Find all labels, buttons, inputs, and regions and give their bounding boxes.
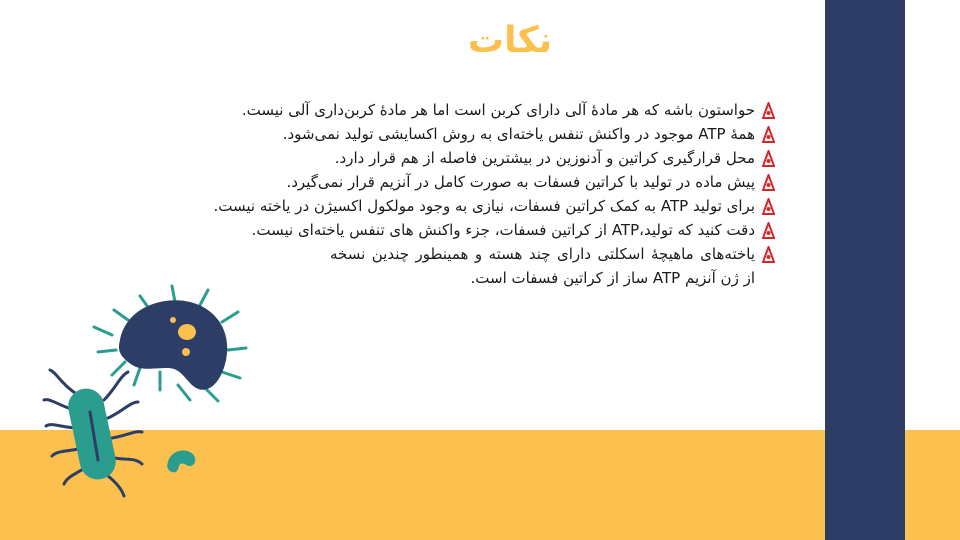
bullet-item	[170, 146, 775, 170]
microbe-bullet-icon	[762, 246, 775, 263]
microbe-bullet-icon	[762, 198, 775, 215]
microbe-bullet-icon	[762, 102, 775, 119]
bullet-item	[170, 170, 775, 194]
bullet-item	[170, 98, 775, 122]
bullet-item	[170, 194, 775, 218]
bullet-item	[170, 218, 775, 242]
navy-blob-icon	[94, 286, 246, 401]
microbe-bullet-icon	[762, 222, 775, 239]
right-navy-bar	[825, 0, 905, 540]
bullet-text: محل قرارگیری کراتین و آدنوزین در بیشترین فاصله از هم قرار دارد.	[334, 149, 755, 167]
bullet-item	[330, 242, 775, 290]
bullet-text: پیش ماده در تولید با کراتین فسفات به صورت کامل در آنزیم قرار نمی‌گیرد.	[286, 173, 755, 191]
microbe-bullet-icon	[762, 126, 775, 143]
bullet-text: حواستون باشه که هر مادۀ آلی دارای کربن است اما هر مادۀ کربن‌داری آلی نیست.	[241, 101, 755, 119]
slide-title: نکات	[467, 20, 553, 61]
bullet-list	[170, 98, 775, 290]
bullet-text: یاخته‌های ماهیچۀ اسکلتی دارای چند هسته و همینطور چندین نسخه از ژن آنزیم ATP ساز از کراتین فسفات است.	[330, 245, 755, 287]
bullet-text: دقت کنید که تولید،ATP از کراتین فسفات، جزء واکنش های تنفس یاخته‌ای نیست.	[251, 221, 755, 239]
bullet-text: همۀ ATP موجود در واکنش تنفس یاخته‌ای به روش اکسایشی تولید نمی‌شود.	[282, 125, 755, 143]
microbe-bullet-icon	[762, 174, 775, 191]
bullet-text: برای تولید ATP به کمک کراتین فسفات، نیازی به وجود مولکول اکسیژن در یاخته نیست.	[213, 197, 755, 215]
microbe-bullet-icon	[762, 150, 775, 167]
bullet-item	[170, 122, 775, 146]
bottom-yellow-band	[0, 430, 960, 540]
